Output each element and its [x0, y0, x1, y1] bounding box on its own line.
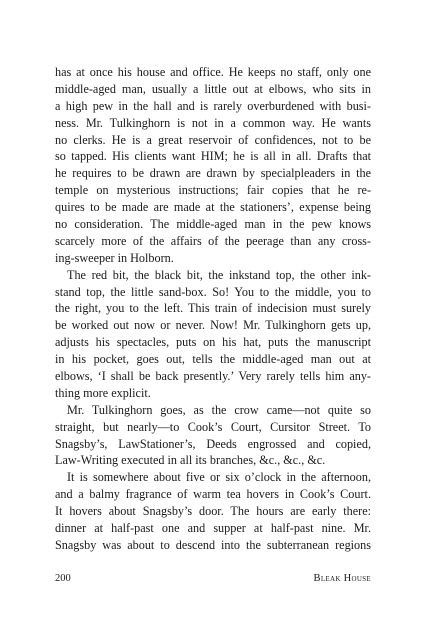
text-line: It hovers about Snagsby’s door. The hours are early there:: [55, 504, 371, 519]
text-line: Snagsby’s, LawStationer’s, Deeds engrossed and copied,: [55, 436, 371, 451]
text-line: has at once his house and office. He keeps no staff, only one: [55, 65, 371, 79]
text-line: quires to be made are made at the stationers’, expense being: [55, 200, 371, 215]
text-line: the right, you to the left. This train of indecision must surely: [55, 301, 371, 316]
text-line: no clerks. He is a great reservoir of confidences, not to be: [55, 132, 371, 147]
text-line: a high pew in the hall and is rarely overburdened with busi-: [55, 98, 371, 113]
text-line: thing more explicit.: [55, 385, 151, 400]
text-line: Mr. Tulkinghorn goes, as the crow came—not quite so: [67, 402, 371, 417]
page-footer: [55, 572, 371, 586]
running-title: Bleak House: [313, 573, 371, 584]
text-line: and a balmy fragrance of warm tea hovers in Cook’s Court.: [55, 487, 371, 502]
text-line: stand top, the little sand-box. So! You to the middle, you to: [55, 284, 371, 299]
text-line: ness. Mr. Tulkinghorn is not in a common way. He wants: [55, 115, 371, 130]
text-line: no consideration. The middle-aged man in the pew knows: [55, 217, 371, 232]
text-line: adjusts his spectacles, puts on his hat, puts the manuscript: [55, 335, 371, 350]
page-number: 200: [55, 573, 71, 584]
body-text: [55, 64, 371, 554]
text-line: be worked out now or never. Now! Mr. Tulkinghorn gets up,: [55, 318, 371, 333]
text-line: in his pocket, goes out, tells the middle-aged man out at: [55, 352, 371, 367]
text-line: It is somewhere about five or six o’clock in the afternoon,: [67, 470, 371, 485]
text-line: scarcely more of the affairs of the peerage than any cross-: [55, 233, 371, 248]
text-line: dinner at half-past one and supper at half-past nine. Mr.: [55, 521, 371, 536]
text-line: so tapped. His clients want HIM; he is all in all. Drafts that: [55, 149, 371, 164]
text-line: Snagsby was about to descend into the subterranean regions: [55, 537, 371, 552]
text-line: middle-aged man, usually a little out at elbows, who sits in: [55, 81, 371, 96]
text-line: ing-sweeper in Holborn.: [55, 250, 174, 265]
text-line: straight, but nearly—to Cook’s Court, Cursitor Street. To: [55, 419, 371, 434]
text-line: Law-Writing executed in all its branches, &c., &c., &c.: [55, 453, 326, 468]
text-line: temple on mysterious instructions; fair copies that he re-: [55, 183, 371, 198]
text-line: The red bit, the black bit, the inkstand top, the other ink-: [67, 267, 371, 282]
text-line: he requires to be drawn are drawn by specialpleaders in the: [55, 166, 371, 181]
text-line: elbows, ‘I shall be back presently.’ Very rarely tells him any-: [55, 369, 371, 384]
